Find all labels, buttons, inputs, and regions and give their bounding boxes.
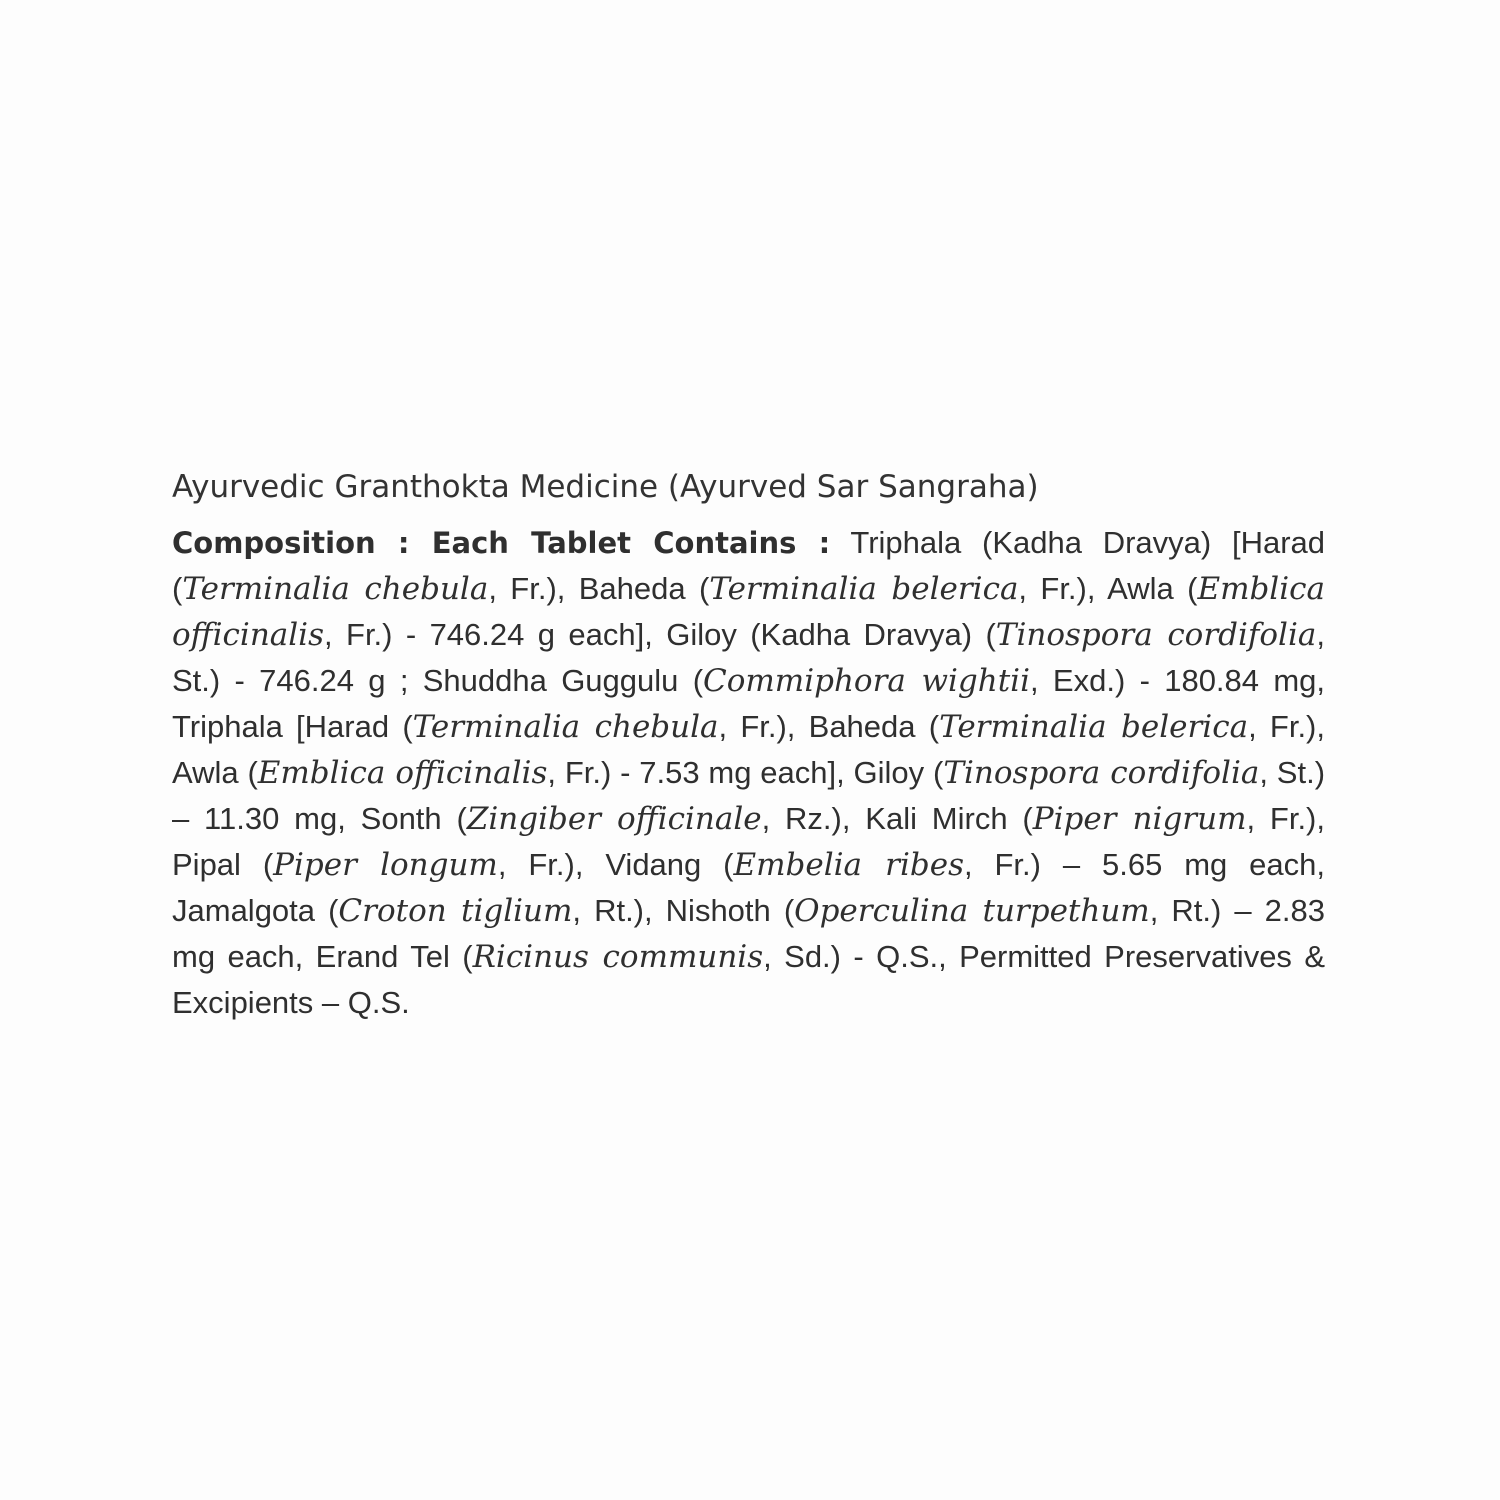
s25: Embelia ribes	[733, 847, 964, 883]
s24: , Fr.), Vidang (	[497, 847, 734, 882]
s12: , Fr.), Baheda (	[718, 709, 940, 744]
s16: , Fr.) - 7.53 mg each], Giloy (	[547, 755, 944, 790]
label-content	[172, 462, 1325, 1026]
s14: , Fr.), Awla (	[172, 709, 1325, 790]
s15: Emblica officinalis	[257, 755, 548, 791]
s1: Terminalia chebula	[182, 571, 489, 607]
s26: , Fr.) – 5.65 mg each, Jamalgota (	[172, 847, 1326, 928]
s18: , St.) – 11.30 mg, Sonth (	[172, 755, 1326, 836]
s19: Zingiber officinale	[466, 801, 762, 837]
s4: , Fr.), Awla (	[1018, 571, 1198, 606]
s2: , Fr.), Baheda (	[488, 571, 710, 606]
s21: Piper nigrum	[1032, 801, 1247, 837]
s27: Croton tiglium	[338, 893, 573, 929]
s13: Terminalia belerica	[939, 709, 1249, 745]
s7: Tinospora cordifolia	[995, 617, 1317, 653]
s32: , Sd.) - Q.S., Permitted Preservatives & Excipients – Q.S.	[172, 939, 1326, 1020]
s8: , St.) - 746.24 g ; Shuddha Guggulu (	[172, 617, 1325, 698]
s5: Emblica officinalis	[172, 571, 1325, 653]
s31: Ricinus communis	[472, 939, 764, 975]
s30: , Rt.) – 2.83 mg each, Erand Tel (	[172, 893, 1325, 974]
s9: Commiphora wightii	[703, 663, 1030, 699]
s17: Tinospora cordifolia	[943, 755, 1260, 791]
s0: Triphala (Kadha Dravya) [Harad (	[172, 525, 1326, 606]
composition-label: Composition : Each Tablet Contains :	[172, 526, 831, 560]
medicine-heading: Ayurvedic Granthokta Medicine (Ayurved Sar Sangraha)	[172, 469, 1039, 505]
s22: , Fr.), Pipal (	[172, 801, 1325, 882]
s29: Operculina turpethum	[794, 893, 1150, 929]
s28: , Rt.), Nishoth (	[572, 893, 795, 928]
composition-paragraph	[172, 520, 1325, 1026]
s23: Piper longum	[273, 847, 498, 883]
s20: , Rz.), Kali Mirch (	[761, 801, 1033, 836]
s6: , Fr.) - 746.24 g each], Giloy (Kadha Dravya) (	[324, 617, 996, 652]
s10: , Exd.) - 180.84 mg, Triphala [Harad (	[172, 663, 1326, 744]
s3: Terminalia belerica	[709, 571, 1019, 607]
s11: Terminalia chebula	[412, 709, 719, 745]
